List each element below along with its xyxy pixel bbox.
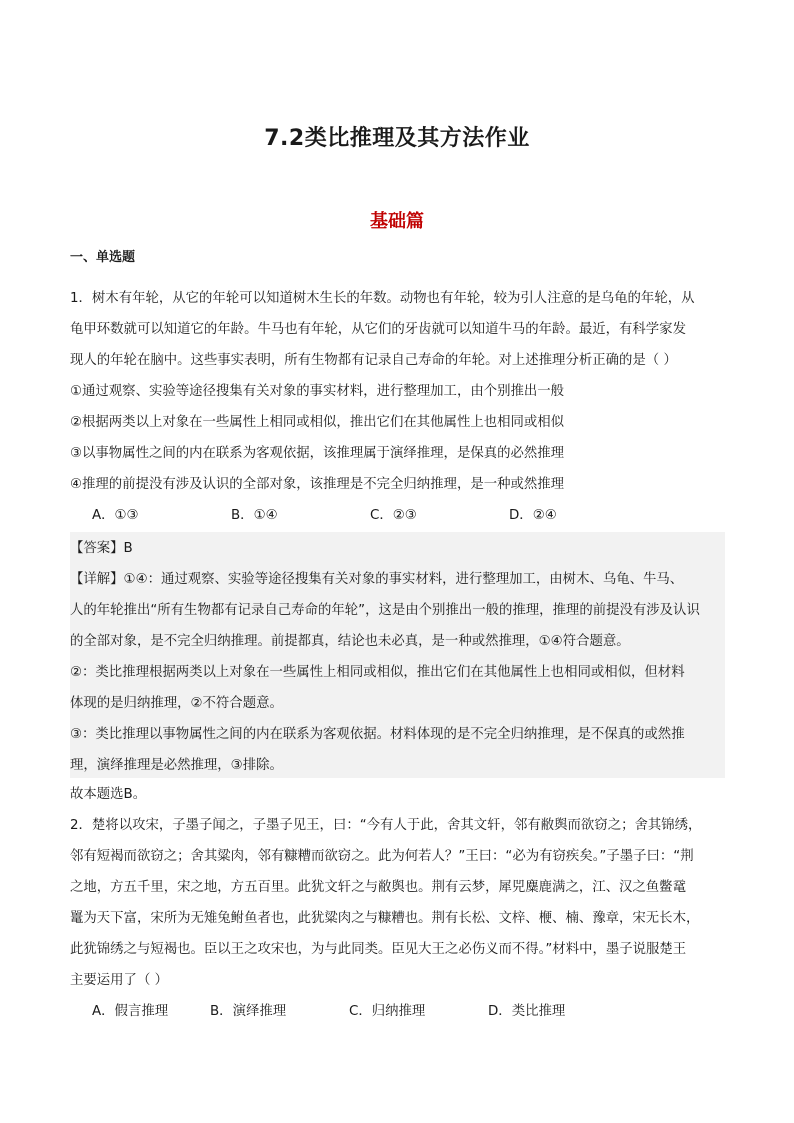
part-heading: 一、单选题 [70, 250, 136, 265]
question-1-line: 现人的年轮在脑中。这些事实表明，所有生物都有记录自己寿命的年轮。对上述推理分析正确的是（ ） [70, 353, 677, 368]
option-a: A．假言推理 [92, 1004, 169, 1019]
question-1-statement: ③以事物属性之间的内在联系为客观依据，该推理属于演绎推理，是保真的必然推理 [70, 446, 565, 461]
question-1-statement: ②根据两类以上对象在一些属性上相同或相似，推出它们在其他属性上也相同或相似 [70, 415, 565, 430]
option-b: B．①④ [231, 508, 278, 523]
question-1-statement: ①通过观察、实验等途径搜集有关对象的事实材料，进行整理加工，由个别推出一般 [70, 384, 565, 399]
analysis-line: 的全部对象，是不完全归纳推理。前提都真，结论也未必真，是一种或然推理，①④符合题意。 [70, 634, 630, 649]
answer-analysis-box [70, 532, 725, 778]
option-d: D．②④ [509, 508, 557, 523]
option-b: B．演绎推理 [210, 1004, 287, 1019]
analysis-line: ②：类比推理根据两类以上对象在一些属性上相同或相似，推出它们在其他属性上也相同或相似，但材料 [70, 665, 685, 680]
question-2-line: 此犹锦绣之与短褐也。臣以王之攻宋也，为与此同类。臣见大王之必伤义而不得。”材料中，墨子说服楚王 [70, 942, 687, 957]
option-c: C．②③ [370, 508, 417, 523]
question-1-options [70, 500, 730, 531]
question-1 [70, 283, 730, 531]
answer-label: 【答案】B [70, 541, 133, 556]
conclusion: 故本题选B。 [70, 787, 147, 802]
option-d: D．类比推理 [488, 1004, 566, 1019]
analysis-line: 人的年轮推出“所有生物都有记录自己寿命的年轮”，这是由个别推出一般的推理，推理的前提没有涉及认识 [70, 603, 700, 618]
question-2-line: 之地，方五千里，宋之地，方五百里。此犹文轩之与敝舆也。荆有云梦，犀兕麋鹿满之，江、汉之鱼鳖鼋 [70, 880, 686, 895]
option-c: C．归纳推理 [349, 1004, 426, 1019]
option-a: A．①③ [92, 508, 139, 523]
question-2-line: 2．楚将以攻宋，子墨子闻之，子墨子见王，曰：“今有人于此，舍其文轩，邻有敝舆而欲窃之；舍其锦绣， [70, 818, 702, 833]
question-2-options [70, 996, 730, 1027]
analysis-line: 【详解】①④：通过观察、实验等途径搜集有关对象的事实材料，进行整理加工，由树木、乌龟、牛马、 [70, 572, 684, 587]
analysis-line: 理，演绎推理是必然推理，③排除。 [70, 758, 283, 773]
question-2-line: 主要运用了（ ） [70, 973, 168, 988]
question-2 [70, 810, 730, 1027]
analysis-line: 体现的是归纳推理，②不符合题意。 [70, 696, 283, 711]
question-1-line: 1．树木有年轮，从它的年轮可以知道树木生长的年数。动物也有年轮，较为引人注意的是乌龟的年轮，从 [70, 291, 695, 306]
page-title: 7.2类比推理及其方法作业 [264, 126, 530, 151]
question-1-statement: ④推理的前提没有涉及认识的全部对象，该推理是不完全归纳推理，是一种或然推理 [70, 477, 565, 492]
question-2-line: 鼍为天下富，宋所为无雉兔鲋鱼者也，此犹粱肉之与糠糟也。荆有长松、文梓、楩、楠、豫章，宋无长木， [70, 911, 700, 926]
question-1-line: 龟甲环数就可以知道它的年龄。牛马也有年轮，从它们的牙齿就可以知道牛马的年龄。最近，有科学家发 [70, 322, 686, 337]
analysis-line: ③：类比推理以事物属性之间的内在联系为客观依据。材料体现的是不完全归纳推理，是不保真的或然推 [70, 727, 685, 742]
section-title: 基础篇 [370, 211, 424, 232]
question-2-line: 邻有短褐而欲窃之；舍其粱肉，邻有糠糟而欲窃之。此为何若人？”王曰：“必为有窃疾矣。”子墨子曰：“荆 [70, 849, 694, 864]
